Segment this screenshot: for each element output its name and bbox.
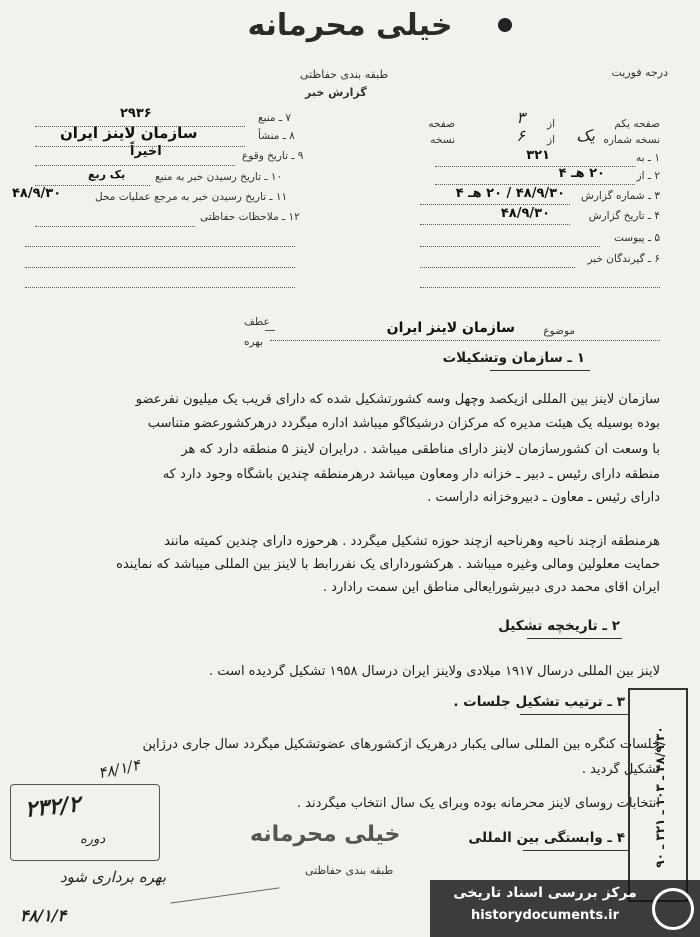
- security-notes-line: [35, 226, 195, 227]
- subject-label: موضوع: [543, 325, 575, 337]
- handwritten-number: ۲۳۲/۲: [23, 791, 82, 823]
- from-line: [435, 184, 635, 185]
- section-1-line: با وسعت آن کشورسازمان لاینز دارای مناطقی میباشد . درایران لاینز ۵ منطقه دارد که هر: [181, 442, 660, 457]
- footer-title: خیلی محرمانه: [250, 822, 401, 847]
- left-blank-line-3: [25, 287, 295, 288]
- priority-label: درجه فوریت: [611, 66, 668, 79]
- section-3-underline: [520, 714, 628, 715]
- section-3-line: تشکیل گردید .: [581, 762, 660, 777]
- section-2-underline: [527, 638, 622, 639]
- attachment-label: ۵ ـ پیوست: [613, 232, 660, 244]
- section-2-line: لاینز بین المللی درسال ۱۹۱۷ میلادی ولاینز ایران درسال ۱۹۵۸ تشکیل گردیده است .: [209, 664, 660, 679]
- handwritten-note-daura: دوره: [80, 832, 106, 847]
- subject-line: [270, 340, 660, 341]
- section-1-line: سازمان لاینز بین المللی ازیکصد وچهل وسه کشورتشکیل شده که دارای قریب یک میلیون نفرعضو: [135, 392, 660, 407]
- report-date-value: ۴۸/۹/۳۰: [500, 206, 550, 221]
- section-2-title: ۲ ـ تاریخچه تشکیل: [498, 618, 620, 634]
- origin-label: ۸ ـ منشأ: [258, 130, 295, 142]
- handwritten-stamp-box: [10, 784, 160, 861]
- registration-stamp: [628, 688, 688, 902]
- watermark-url: historydocuments.ir: [470, 908, 620, 923]
- to-label: ۱ ـ به: [636, 152, 660, 164]
- section-3-title: ۳ ـ ترتیب تشکیل جلسات .: [453, 694, 625, 710]
- section-3-line: جلسات کنگره بین المللی سالی یکبار درهریک ازکشورهای عضوتشکیل میگردد سال جاری درژاپن: [142, 737, 660, 752]
- section-1-title: ۱ ـ سازمان وتشکیلات: [442, 350, 585, 366]
- section-4-underline: [523, 850, 628, 851]
- subject-divider: [265, 330, 275, 331]
- to-line: [435, 166, 635, 167]
- copy-total: ۶: [516, 126, 525, 145]
- extra-line: [420, 287, 660, 288]
- ops-receipt-value: ۴۸/۹/۳۰: [12, 186, 62, 201]
- source-line: [35, 126, 245, 127]
- handwritten-date-1: ۴۸/۱/۴: [96, 755, 142, 783]
- registration-stamp-text: ۴۸/۹/۳۰ ـ ۱۰۳ ـ ۳۲۱ ـ ۹۰: [653, 726, 667, 868]
- watermark-title: مرکز بررسی اسناد تاریخی: [453, 885, 637, 901]
- section-1-line: دارای رئیس ـ معاون ـ دبیروخزانه داراست .: [427, 490, 660, 505]
- handwritten-instruction: بهره برداری شود: [60, 868, 167, 886]
- document-title: خیلی محرمانه: [247, 8, 453, 43]
- left-blank-line-1: [25, 246, 295, 247]
- source-receipt-label: ۱۰ ـ تاریخ رسیدن خبر به منبع: [155, 171, 283, 183]
- left-blank-line-2: [25, 267, 295, 268]
- origin-line: [35, 146, 245, 147]
- ops-receipt-label: ۱۱ ـ تاریخ رسیدن خبر به مرجع عملیات محل: [95, 191, 288, 203]
- handwritten-date-2: ۴۸/۱/۴: [20, 906, 67, 925]
- source-receipt-line: [35, 185, 150, 186]
- section-1-line: هرمنطقه ازچند ناحیه وهرناحیه ازچند حوزه تشکیل میگردد . هرحوزه دارای چندین کمیته مانند: [164, 534, 660, 549]
- security-notes-label: ۱۲ ـ ملاحظات حفاظتی: [200, 211, 300, 223]
- recipients-label: ۶ ـ گیرندگان خبر: [587, 253, 660, 265]
- page-of: از: [547, 118, 555, 130]
- classification-label: طبقه بندی حفاظتی: [300, 68, 389, 81]
- section-1-underline: [490, 370, 590, 371]
- section-1-line: منطقه دارای رئیس ـ دبیر ـ خزانه دار ومعاون میباشد درهرمنطقه چندین باشگاه وجود دارد که: [162, 467, 660, 482]
- to-value: ۳۲۱: [526, 148, 550, 163]
- handwritten-notes: [10, 754, 160, 864]
- reference-label: عطف: [244, 316, 270, 328]
- footer-classification: طبقه بندی حفاظتی: [305, 864, 394, 877]
- copy-of: از: [547, 134, 555, 146]
- report-type: گزارش خبر: [305, 86, 367, 99]
- page-label: صفحه یکم: [614, 118, 660, 130]
- report-date-line: [420, 224, 570, 225]
- section-1-line: ایران آقای محمد دری دبیرشورایعالی مناطق این سمت رادارد .: [322, 580, 660, 595]
- occurrence-line: [35, 165, 235, 166]
- source-label: ۷ ـ منبع: [258, 112, 291, 124]
- copy-word: نسخه: [430, 134, 455, 146]
- benefit-label: بهره: [244, 336, 264, 348]
- report-number-value: ۴۸/۹/۳۰ / ۲۰ هـ ۴: [455, 186, 565, 201]
- attachment-line: [420, 246, 600, 247]
- origin-value: سازمان لاینز ایران: [60, 124, 198, 142]
- page-word: صفحه: [428, 118, 455, 130]
- recipients-line: [420, 267, 575, 268]
- subject-value: سازمان لاینز ایران: [386, 320, 515, 336]
- section-4-title: ۴ ـ وابستگی بین المللی: [468, 830, 625, 846]
- copy-value: یک: [576, 126, 595, 145]
- header-dot-icon: [498, 18, 512, 32]
- page-value: ۳: [516, 108, 525, 127]
- report-number-line: [420, 204, 570, 205]
- section-3-line: انتخابات روسای لاینز محرمانه بوده وبرای یک سال انتخاب میگردند .: [296, 796, 660, 811]
- occurrence-date-label: ۹ ـ تاریخ وقوع: [242, 150, 304, 162]
- source-value: ۲۹۳۶: [120, 106, 152, 121]
- from-label: ۲ ـ از: [636, 170, 660, 182]
- copy-label: نسخه شماره: [603, 134, 660, 146]
- report-number-label: ۳ ـ شماره گزارش: [581, 190, 660, 202]
- from-value: ۲۰ هـ ۴: [558, 166, 605, 181]
- section-1-line: بوده بوسیله یک هیئت مدیره که مرکزآن درشیکاگو میباشد اداره میگردد درهرکشورعضو متناسب: [147, 416, 660, 431]
- occurrence-date-value: اخیراً: [130, 144, 162, 159]
- section-1-line: حمایت معلولین ومالی وغیره میباشد . هرکشوردارای یک نفررابط با لاینز بین المللی میباشد که نماینده: [116, 557, 660, 572]
- source-receipt-value: یک ربع: [88, 168, 126, 181]
- report-date-label: ۴ ـ تاریخ گزارش: [588, 210, 660, 222]
- signature-scribble: [170, 887, 279, 903]
- archive-logo-icon: [652, 888, 694, 930]
